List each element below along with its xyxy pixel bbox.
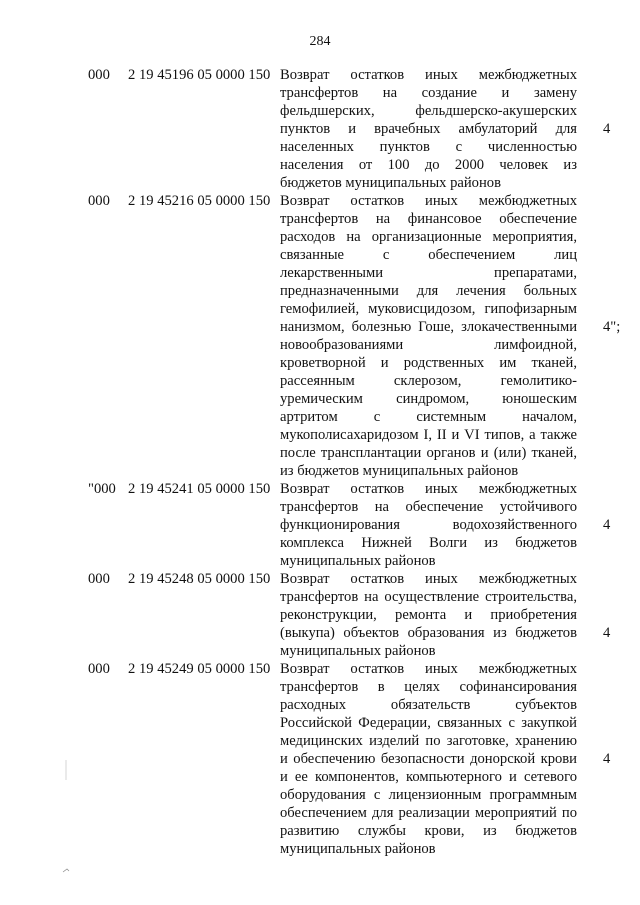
description-line: связанные с обеспечением лиц: [280, 247, 577, 263]
budget-classification-code: 2 19 45248 05 0000 150: [128, 571, 271, 587]
description-line: артритом с системным началом,: [280, 409, 577, 425]
table-row: [88, 660, 628, 858]
description-line: трансфертов в целях софинансирования: [280, 679, 577, 695]
description-line: трансфертов на финансовое обеспечение: [280, 211, 577, 227]
description-line: бюджетов муниципальных районов: [280, 175, 501, 191]
description-line: нанизмом, болезнью Гоше, злокачественными: [280, 319, 577, 335]
description-line: трансфертов на осуществление строительства,: [280, 589, 577, 605]
description-line: (выкупа) объектов образования из бюджетов: [280, 625, 577, 641]
income-description: [280, 66, 577, 192]
standard-value: 4: [603, 625, 611, 641]
description-line: оборудования с лицензионным программным: [280, 787, 577, 803]
description-line: населенных пунктов с численностью: [280, 139, 577, 155]
description-line: комплекса Нижней Волги из бюджетов: [280, 535, 577, 551]
income-description: [280, 480, 577, 570]
description-line: обеспечением для реализации мероприятий по: [280, 805, 577, 821]
description-line: из бюджетов муниципальных районов: [280, 463, 519, 479]
description-line: функционирования водохозяйственного: [280, 517, 577, 533]
standard-value: 4: [603, 121, 611, 137]
description-line: лекарственными препаратами,: [280, 265, 577, 281]
description-line: расходных обязательств субъектов: [280, 697, 577, 713]
description-line: и ее компонентов, компьютерного и сетевого: [280, 769, 577, 785]
description-line: медицинских изделий по заготовке, хранению: [280, 733, 577, 749]
description-line: рассеянным склерозом, гемолитико-: [280, 373, 577, 389]
standard-value: 4: [603, 517, 611, 533]
admin-code: 000: [88, 193, 110, 209]
description-line: реконструкции, ремонта и приобретения: [280, 607, 577, 623]
description-line: кроветворной и родственных им тканей,: [280, 355, 577, 371]
description-line: трансфертов на создание и замену: [280, 85, 577, 101]
description-line: Возврат остатков иных межбюджетных: [280, 67, 577, 83]
description-line: после трансплантации органов и (или) тканей,: [280, 445, 577, 461]
description-line: населения от 100 до 2000 человек из: [280, 157, 577, 173]
description-line: муниципальных районов: [280, 841, 436, 857]
description-line: трансфертов на обеспечение устойчивого: [280, 499, 577, 515]
scan-specks: [60, 760, 80, 890]
description-line: фельдшерских, фельдшерско-акушерских: [280, 103, 577, 119]
admin-code: 000: [88, 571, 110, 587]
description-line: новообразованиями лимфоидной,: [280, 337, 577, 353]
standard-value: 4";: [603, 319, 621, 335]
description-line: мукополисахаридозом I, II и VI типов, а также: [280, 427, 577, 443]
description-line: предназначенными для лечения больных: [280, 283, 577, 299]
description-line: Возврат остатков иных межбюджетных: [280, 661, 577, 677]
admin-code: "000: [88, 481, 116, 497]
description-line: Возврат остатков иных межбюджетных: [280, 193, 577, 209]
budget-codes-table: [88, 66, 628, 858]
standard-value: 4: [603, 751, 611, 767]
budget-classification-code: 2 19 45249 05 0000 150: [128, 661, 271, 677]
budget-classification-code: 2 19 45241 05 0000 150: [128, 481, 271, 497]
budget-classification-code: 2 19 45196 05 0000 150: [128, 67, 271, 83]
description-line: гемофилией, муковисцидозом, гипофизарным: [280, 301, 577, 317]
description-line: муниципальных районов: [280, 643, 436, 659]
income-description: [280, 570, 577, 660]
table-row: [88, 66, 628, 192]
description-line: Российской Федерации, связанных с закупкой: [280, 715, 577, 731]
description-line: муниципальных районов: [280, 553, 436, 569]
budget-classification-code: 2 19 45216 05 0000 150: [128, 193, 271, 209]
table-row: [88, 480, 628, 570]
admin-code: 000: [88, 661, 110, 677]
page-number: 284: [309, 34, 331, 49]
description-line: пунктов и врачебных амбулаторий для: [280, 121, 577, 137]
description-line: и обеспечению безопасности донорской крови: [280, 751, 577, 767]
table-row: [88, 192, 628, 480]
income-description: [280, 660, 577, 858]
income-description: [280, 192, 577, 480]
description-line: Возврат остатков иных межбюджетных: [280, 571, 577, 587]
description-line: расходов на организационные мероприятия,: [280, 229, 577, 245]
table-row: [88, 570, 628, 660]
admin-code: 000: [88, 67, 110, 83]
description-line: уремическим синдромом, юношеским: [280, 391, 577, 407]
description-line: Возврат остатков иных межбюджетных: [280, 481, 577, 497]
description-line: развитию службы крови, из бюджетов: [280, 823, 577, 839]
